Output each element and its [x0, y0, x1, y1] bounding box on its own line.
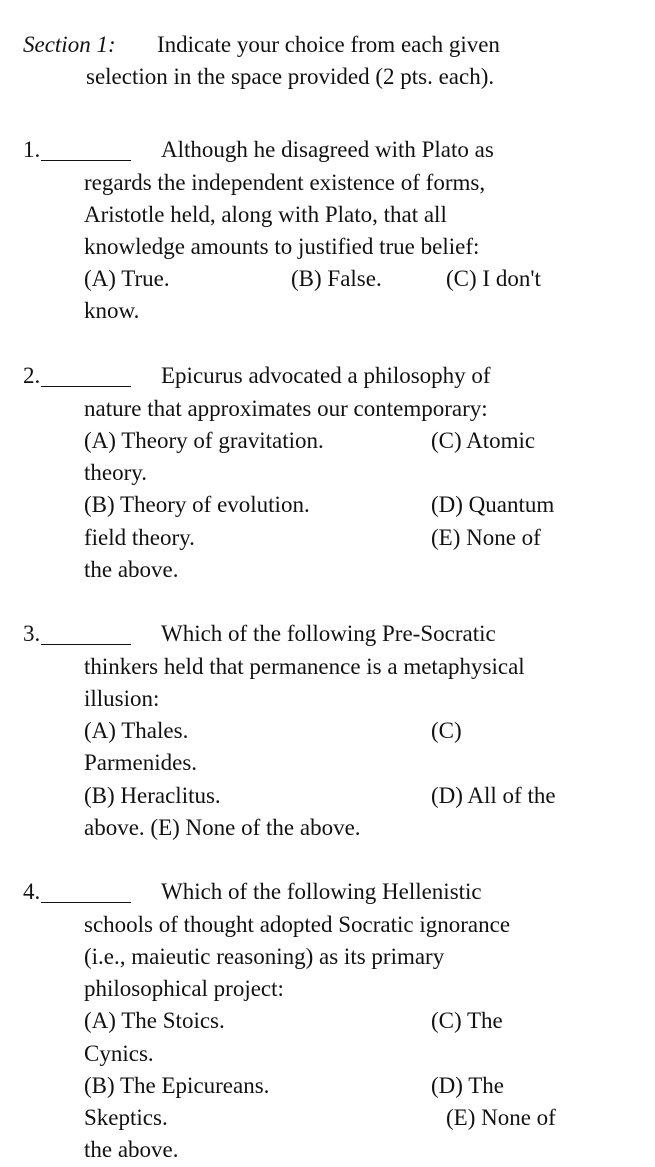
question-4-option-c-cont: Cynics.: [84, 1041, 154, 1066]
question-1-text-line-1: Although he disagreed with Plato as: [161, 137, 494, 162]
question-4-option-e-cont: the above.: [84, 1137, 179, 1162]
question-3-option-d: (D) All of the: [431, 783, 556, 808]
question-2-option-c-cont: theory.: [84, 460, 148, 485]
question-3-option-b: (B) Heraclitus.: [84, 783, 221, 808]
question-1-option-c: (C) I don't: [446, 266, 541, 291]
question-2-option-e-cont: the above.: [84, 557, 179, 582]
question-4-option-e: (E) None of: [446, 1105, 556, 1130]
section-instructions-line-1: Indicate your choice from each given: [157, 32, 500, 57]
question-3-number: 3.: [23, 621, 41, 646]
question-2-option-c: (C) Atomic: [431, 428, 536, 453]
question-1-text-line-2: regards the independent existence of forms,: [84, 170, 486, 195]
question-4-option-d: (D) The: [431, 1073, 505, 1098]
question-3-option-c-cont: Parmenides.: [84, 750, 198, 775]
question-4-number: 4.: [23, 879, 41, 904]
question-1-option-a: (A) True.: [84, 266, 170, 291]
question-3-text-line-3: illusion:: [84, 686, 160, 711]
question-4-option-b: (B) The Epicureans.: [84, 1073, 270, 1098]
question-1-option-c-cont: know.: [84, 298, 140, 323]
question-1-option-b: (B) False.: [291, 266, 382, 291]
question-4-answer-blank[interactable]: [41, 902, 131, 903]
question-1-text-line-3: Aristotle held, along with Plato, that all: [84, 202, 447, 227]
question-3-option-c: (C): [431, 718, 462, 743]
question-4-text-line-3: (i.e., maieutic reasoning) as its primary: [84, 944, 445, 969]
question-4-option-a: (A) The Stoics.: [84, 1008, 225, 1033]
question-4-option-c: (C) The: [431, 1008, 503, 1033]
question-3-answer-blank[interactable]: [41, 644, 131, 645]
question-3-option-d-cont: above. (E) None of the above.: [84, 815, 361, 840]
question-2-option-b: (B) Theory of evolution.: [84, 492, 310, 517]
question-4-text-line-4: philosophical project:: [84, 976, 284, 1001]
section-instructions-line-2: selection in the space provided (2 pts. each).: [86, 64, 495, 89]
question-2-answer-blank[interactable]: [41, 386, 131, 387]
question-2-text-line-2: nature that approximates our contemporary:: [84, 396, 488, 421]
question-1-text-line-4: knowledge amounts to justified true belief:: [84, 234, 480, 259]
question-3-option-a: (A) Thales.: [84, 718, 189, 743]
question-2-option-d: (D) Quantum: [431, 492, 555, 517]
question-2-text-line-1: Epicurus advocated a philosophy of: [161, 363, 491, 388]
question-3-text-line-1: Which of the following Pre-Socratic: [161, 621, 496, 646]
section-label: Section 1:: [23, 32, 116, 57]
question-2-option-e: (E) None of: [431, 525, 541, 550]
question-4-text-line-2: schools of thought adopted Socratic ignorance: [84, 912, 511, 937]
question-2-option-d-cont: field theory.: [84, 525, 195, 550]
question-4-option-d-cont: Skeptics.: [84, 1105, 168, 1130]
question-1-answer-blank[interactable]: [41, 160, 131, 161]
question-1-number: 1.: [23, 137, 41, 162]
question-2-number: 2.: [23, 363, 41, 388]
question-2-option-a: (A) Theory of gravitation.: [84, 428, 324, 453]
question-4-text-line-1: Which of the following Hellenistic: [161, 879, 482, 904]
question-3-text-line-2: thinkers held that permanence is a metaphysical: [84, 654, 525, 679]
